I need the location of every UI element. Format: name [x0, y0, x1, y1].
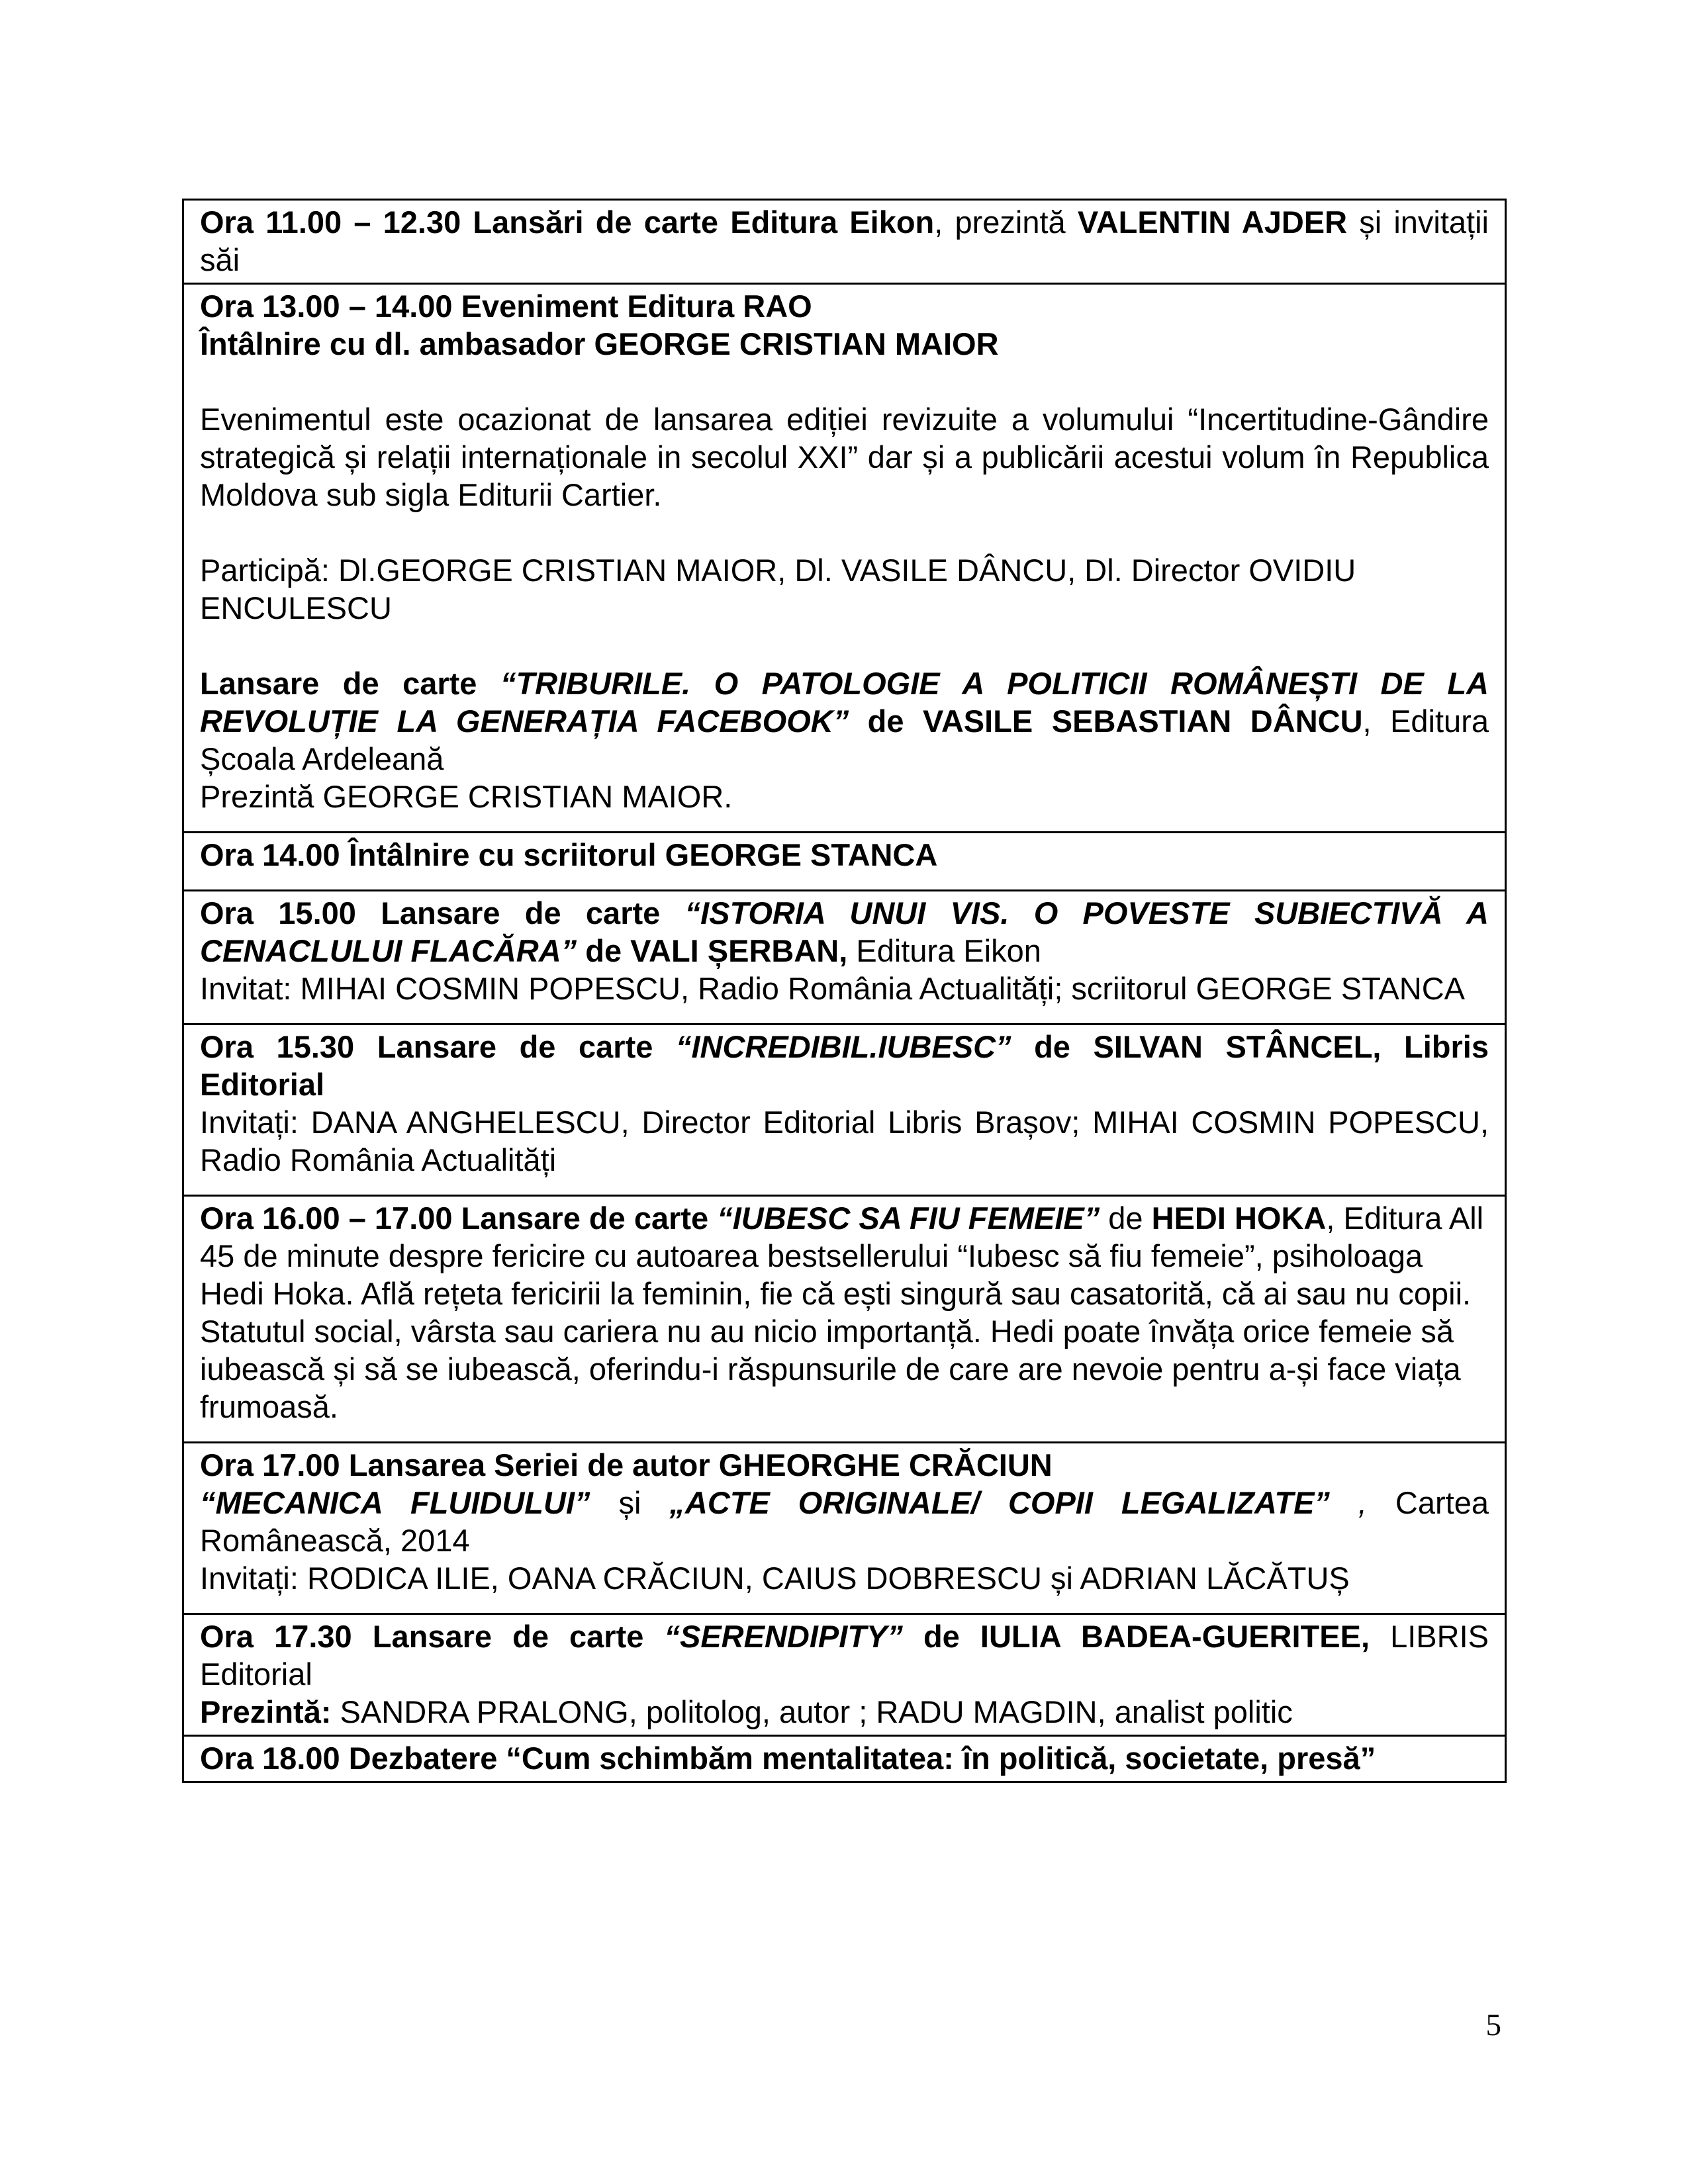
book-author: HEDI HOKA	[1151, 1201, 1327, 1236]
table-row	[183, 200, 1506, 284]
event-guests: Invitat: MIHAI COSMIN POPESCU, Radio România Actualități; scriitorul GEORGE STANCA	[200, 971, 1465, 1006]
book-author: de VALI ȘERBAN,	[577, 933, 848, 968]
event-description: Evenimentul este ocazionat de lansarea ediției revizuite a volumului “Incertitudine-Gândire strategică și relații internaționale in secolul XXI” dar și a publicării acestui volum în Republica Moldova sub sigla Editurii Cartier.	[200, 402, 1489, 512]
event-heading: Ora 18.00 Dezbatere “Cum schimbăm mentalitatea: în politică, societate, presă”	[200, 1741, 1376, 1776]
event-heading: Ora 13.00 – 14.00 Eveniment Editura RAO	[200, 289, 812, 324]
presenter-label: Prezintă:	[200, 1694, 332, 1729]
book-title: “SERENDIPITY”	[664, 1619, 903, 1654]
event-guests: Invitați: RODICA ILIE, OANA CRĂCIUN, CAIUS DOBRESCU și ADRIAN LĂCĂTUȘ	[200, 1561, 1350, 1596]
event-time: Ora 15.30 Lansare de carte	[200, 1029, 676, 1064]
book-title: „ACTE ORIGINALE/ COPII LEGALIZATE”	[669, 1485, 1330, 1520]
book-title: “ISTORIA UNUI VIS. O POVESTE SUBIECTIVĂ A CENACLULUI FLACĂRA”	[200, 895, 1489, 968]
event-time: Ora 15.00 Lansare de carte	[200, 895, 685, 931]
book-publisher: , Editura All	[1326, 1201, 1484, 1236]
event-cell	[183, 891, 1506, 1024]
event-presenter: Prezintă GEORGE CRISTIAN MAIOR.	[200, 779, 733, 814]
event-time: Ora 11.00 – 12.30 Lansări de carte Editura Eikon	[200, 205, 935, 240]
event-subheading: Întâlnire cu dl. ambasador GEORGE CRISTIAN MAIOR	[200, 326, 999, 361]
book-publisher: Editura Eikon	[847, 933, 1041, 968]
table-row	[183, 1024, 1506, 1196]
event-time: Ora 16.00 – 17.00 Lansare de carte	[200, 1201, 718, 1236]
program-table	[182, 199, 1507, 1783]
event-cell	[183, 833, 1506, 891]
book-publisher: , Editura Școala Ardeleană	[200, 704, 1489, 776]
event-text: , prezintă	[934, 205, 1078, 240]
event-cell	[183, 1443, 1506, 1614]
table-row	[183, 833, 1506, 891]
table-row	[183, 284, 1506, 833]
book-title: “INCREDIBIL.IUBESC”	[675, 1029, 1011, 1064]
table-row	[183, 1443, 1506, 1614]
event-time: Ora 17.30 Lansare de carte	[200, 1619, 665, 1654]
book-author: de VASILE SEBASTIAN DÂNCU	[849, 704, 1363, 739]
book-publisher: LIBRIS Editorial	[200, 1619, 1489, 1692]
book-title: “MECANICA FLUIDULUI”	[200, 1485, 590, 1520]
book-author: de SILVAN STÂNCEL, Libris Editorial	[200, 1029, 1489, 1102]
table-row	[183, 1736, 1506, 1782]
event-cell	[183, 1196, 1506, 1443]
presenter-name: VALENTIN AJDER	[1077, 205, 1348, 240]
book-title: “TRIBURILE. O PATOLOGIE A POLITICII ROMÂNEȘTI DE LA REVOLUȚIE LA GENERAȚIA FACEBOOK”	[200, 666, 1489, 739]
event-cell	[183, 1614, 1506, 1736]
event-description: 45 de minute despre fericire cu autoarea bestsellerului “Iubesc să fiu femeie”, psiholoaga Hedi Hoka. Află rețeta fericirii la feminin, fie că ești singură sau casatorită, că ai sau nu copii. Statutul social, vârsta sau cariera nu au nicio importanță. Hedi poate învăța orice femeie să iubească și să se iubească, oferindu-i răspunsurile de care are nevoie pentru a-și face viața frumoasă.	[200, 1238, 1472, 1424]
event-heading: Ora 14.00 Întâlnire cu scriitorul GEORGE STANCA	[200, 837, 938, 872]
book-title: “IUBESC SA FIU FEMEIE”	[717, 1201, 1100, 1236]
book-author: de IULIA BADEA-GUERITEE,	[902, 1619, 1370, 1654]
event-text: de	[1100, 1201, 1152, 1236]
event-text: și	[590, 1485, 670, 1520]
book-publisher: Cartea Românească, 2014	[200, 1485, 1489, 1558]
event-cell	[183, 200, 1506, 284]
event-heading: Ora 17.00 Lansarea Seriei de autor GHEORGHE CRĂCIUN	[200, 1447, 1053, 1482]
page-number: 5	[1485, 2008, 1501, 2042]
event-guests: Invitați: DANA ANGHELESCU, Director Editorial Libris Brașov; MIHAI COSMIN POPESCU, Radio România Actualități	[200, 1105, 1489, 1177]
event-cell	[183, 284, 1506, 833]
table-row	[183, 1614, 1506, 1736]
event-participants: Participă: Dl.GEORGE CRISTIAN MAIOR, Dl. VASILE DÂNCU, Dl. Director OVIDIU ENCULESCU	[200, 553, 1356, 625]
event-text: ,	[1329, 1485, 1395, 1520]
event-presenter: SANDRA PRALONG, politolog, autor ; RADU MAGDIN, analist politic	[331, 1694, 1293, 1729]
event-cell	[183, 1736, 1506, 1782]
event-text: și invitații săi	[200, 205, 1489, 277]
launch-label: Lansare de carte	[200, 666, 500, 701]
event-cell	[183, 1024, 1506, 1196]
table-row	[183, 1196, 1506, 1443]
table-row	[183, 891, 1506, 1024]
